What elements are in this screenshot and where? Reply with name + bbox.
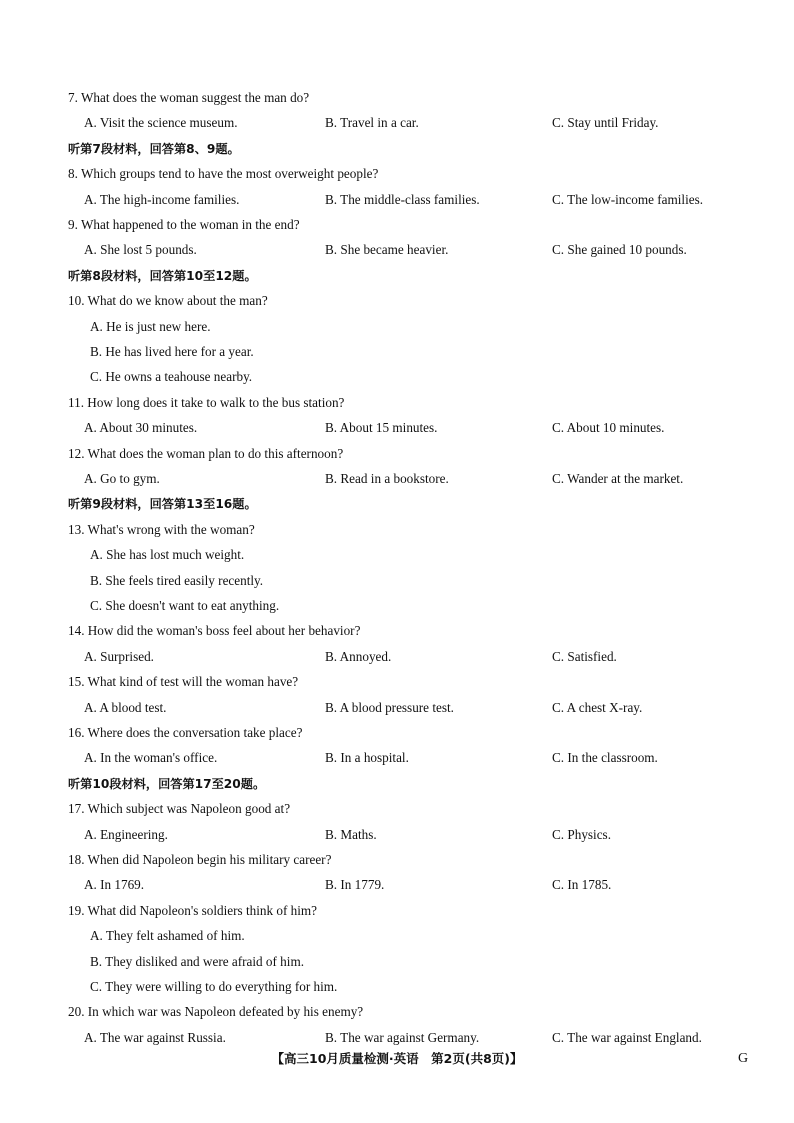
option-b: B. About 15 minutes. xyxy=(325,420,438,436)
question-stem: 18. When did Napoleon begin his military career? xyxy=(68,852,332,867)
option-b: B. Travel in a car. xyxy=(325,115,419,131)
option-a: A. The high-income families. xyxy=(84,191,240,207)
option-c: C. Satisfied. xyxy=(552,648,617,664)
option-b: B. In a hospital. xyxy=(325,750,409,766)
option-line: B. They disliked and were afraid of him. xyxy=(90,953,304,969)
question-stem: 8. Which groups tend to have the most overweight people? xyxy=(68,166,379,182)
footer-page-info: 【高三10月质量检测·英语 第2页(共8页)】 xyxy=(271,1051,523,1066)
question-stem: 15. What kind of test will the woman have? xyxy=(68,674,299,690)
option-a: A. A blood test. xyxy=(84,699,167,715)
option-row xyxy=(0,698,794,718)
option-line: B. She feels tired easily recently. xyxy=(90,572,264,588)
option-line: B. He has lived here for a year. xyxy=(90,344,254,359)
option-b: B. A blood pressure test. xyxy=(325,699,454,715)
option-row xyxy=(0,875,794,895)
option-c: C. In 1785. xyxy=(552,877,612,893)
option-c: C. The low-income families. xyxy=(552,191,704,207)
option-a: A. The war against Russia. xyxy=(84,1029,226,1045)
option-a: A. She lost 5 pounds. xyxy=(84,242,197,258)
option-c: C. Stay until Friday. xyxy=(552,115,659,131)
option-row xyxy=(0,748,794,768)
question-stem: 20. In which war was Napoleon defeated by his enemy? xyxy=(68,1004,364,1020)
question-stem: 12. What does the woman plan to do this afternoon? xyxy=(68,445,344,461)
option-line: C. She doesn't want to eat anything. xyxy=(90,598,280,613)
option-b: B. Read in a bookstore. xyxy=(325,471,449,486)
question-stem: 13. What's wrong with the woman? xyxy=(68,521,255,537)
option-a: A. Visit the science museum. xyxy=(84,115,238,131)
question-stem: 10. What do we know about the man? xyxy=(68,293,268,309)
option-line: A. She has lost much weight. xyxy=(90,547,245,563)
option-line: C. They were willing to do everything for him. xyxy=(90,979,338,994)
section-instruction: 听第8段材料，回答第10至12题。 xyxy=(68,268,257,283)
option-row xyxy=(0,647,794,667)
question-stem: 7. What does the woman suggest the man do? xyxy=(68,90,310,105)
option-b: B. The war against Germany. xyxy=(325,1029,480,1045)
option-c: C. Wander at the market. xyxy=(552,471,684,486)
section-instruction: 听第9段材料，回答第13至16题。 xyxy=(68,497,257,512)
option-c: C. The war against England. xyxy=(552,1029,702,1045)
option-line: A. They felt ashamed of him. xyxy=(90,928,245,944)
option-line: C. He owns a teahouse nearby. xyxy=(90,369,253,385)
option-line: A. He is just new here. xyxy=(90,318,211,334)
question-stem: 19. What did Napoleon's soldiers think of him? xyxy=(68,902,317,918)
option-b: B. Maths. xyxy=(325,826,377,842)
option-c: C. A chest X-ray. xyxy=(552,699,643,715)
option-b: B. The middle-class families. xyxy=(325,191,480,207)
option-c: C. About 10 minutes. xyxy=(552,420,665,436)
option-row xyxy=(0,1028,794,1048)
question-stem: 11. How long does it take to walk to the bus station? xyxy=(68,394,345,410)
option-c: C. Physics. xyxy=(552,826,611,842)
option-a: A. Engineering. xyxy=(84,826,168,842)
section-instruction: 听第7段材料，回答第8、9题。 xyxy=(68,141,240,156)
option-a: A. In the woman's office. xyxy=(84,750,218,766)
option-row xyxy=(0,113,794,133)
question-stem: 9. What happened to the woman in the end? xyxy=(68,217,300,232)
option-row xyxy=(0,240,794,260)
option-row xyxy=(0,469,794,489)
option-a: A. In 1769. xyxy=(84,877,145,893)
page-footer xyxy=(0,1048,794,1070)
option-a: A. About 30 minutes. xyxy=(84,420,198,436)
option-row xyxy=(0,418,794,438)
option-c: C. In the classroom. xyxy=(552,750,658,766)
question-stem: 16. Where does the conversation take place? xyxy=(68,725,303,740)
option-row xyxy=(0,190,794,210)
option-a: A. Surprised. xyxy=(84,648,154,664)
option-b: B. In 1779. xyxy=(325,877,385,893)
section-instruction: 听第10段材料，回答第17至20题。 xyxy=(68,776,266,791)
option-row xyxy=(0,825,794,845)
question-stem: 17. Which subject was Napoleon good at? xyxy=(68,801,291,817)
question-stem: 14. How did the woman's boss feel about her behavior? xyxy=(68,623,361,639)
footer-version-letter: G xyxy=(738,1051,749,1066)
option-b: B. She became heavier. xyxy=(325,242,449,258)
option-b: B. Annoyed. xyxy=(325,648,392,664)
option-c: C. She gained 10 pounds. xyxy=(552,242,687,258)
option-a: A. Go to gym. xyxy=(84,471,160,486)
